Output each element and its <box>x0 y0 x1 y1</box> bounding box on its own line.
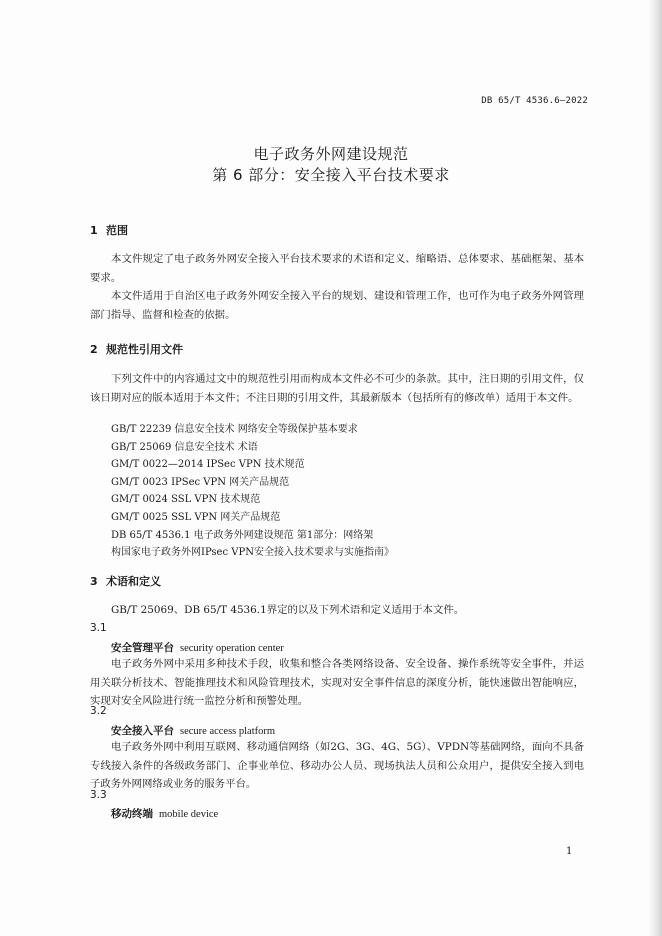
reference-list <box>111 421 581 562</box>
term-entry <box>111 806 218 821</box>
term-entry <box>111 640 284 655</box>
section-number: 3 <box>90 575 98 588</box>
section-number: 2 <box>90 343 98 356</box>
section-heading-normative <box>90 341 183 357</box>
document-number: DB 65/T 4536.6—2022 <box>481 96 588 106</box>
reference-item: DB 65/T 4536.1 电子政务外网建设规范 第1部分：网络架 <box>111 529 374 541</box>
term-english: mobile device <box>159 809 219 820</box>
term-english: security operation center <box>180 643 284 654</box>
reference-item: GM/T 0024 SSL VPN 技术规范 <box>111 494 261 506</box>
section-heading-scope <box>90 222 128 238</box>
term-number: 3.2 <box>90 705 107 717</box>
page-number: 1 <box>566 846 573 857</box>
scope-paragraph-2: 本文件适用于自治区电子政务外网安全接入平台的规划、建设和管理工作，也可作为电子政务外网管理部门指导、监督和检查的依据。 <box>90 290 584 321</box>
term-chinese: 移动终端 <box>111 808 153 820</box>
terms-intro: GB/T 25069、DB 65/T 4536.1界定的以及下列术语和定义适用于本文件。 <box>111 604 465 616</box>
term-number: 3.1 <box>90 622 107 634</box>
section-number: 1 <box>90 224 98 237</box>
term-chinese: 安全接入平台 <box>111 725 174 737</box>
term-definition: 电子政务外网中采用多种技术手段，收集和整合各类网络设备、安全设备、操作系统等安全事件，并运用关联分析技术、智能推理技术和风险管理技术，实现对安全事件信息的深度分析，能快速做出智能响应，实现对安全风险进行统一监控分析和预警处理。 <box>90 658 584 708</box>
scan-edge-shadow <box>648 0 662 936</box>
reference-item: GB/T 25069 信息安全技术 术语 <box>111 441 258 453</box>
section-title: 术语和定义 <box>106 575 161 588</box>
scope-paragraph-1: 本文件规定了电子政务外网安全接入平台技术要求的术语和定义、缩略语、总体要求、基础框架、基本要求。 <box>90 253 584 284</box>
reference-item: GB/T 22239 信息安全技术 网络安全等级保护基本要求 <box>111 424 358 435</box>
section-title: 范围 <box>106 224 128 237</box>
section-title: 规范性引用文件 <box>106 343 183 356</box>
term-definition: 电子政务外网中利用互联网、移动通信网络（如2G、3G、4G、5G）、VPDN等基础网络，面向不具备专线接入条件的各级政务部门、企事业单位、移动办公人员、现场执法人员和公众用户，提供安全接入到电子政务外网网络或业务的服务平台。 <box>90 741 584 791</box>
reference-item: GM/T 0025 SSL VPN 网关产品规范 <box>111 511 281 523</box>
reference-item: GM/T 0022—2014 IPSec VPN 技术规范 <box>111 459 305 471</box>
normative-intro: 下列文件中的内容通过文中的规范性引用而构成本文件必不可少的条款。其中，注日期的引用文件，仅该日期对应的版本适用于本文件；不注日期的引用文件，其最新版本（包括所有的修改单）适用于本文件。 <box>90 373 584 404</box>
reference-item: GM/T 0023 IPSec VPN 网关产品规范 <box>111 476 290 488</box>
document-subtitle: 第 6 部分：安全接入平台技术要求 <box>212 166 450 184</box>
term-entry <box>111 723 275 738</box>
term-chinese: 安全管理平台 <box>111 642 174 654</box>
term-english: secure access platform <box>180 726 276 737</box>
document-title: 电子政务外网建设规范 <box>253 145 409 163</box>
term-number: 3.3 <box>90 789 107 801</box>
reference-item: 构国家电子政务外网IPsec VPN安全接入技术要求与实施指南》 <box>111 547 394 559</box>
section-heading-terms <box>90 573 161 589</box>
